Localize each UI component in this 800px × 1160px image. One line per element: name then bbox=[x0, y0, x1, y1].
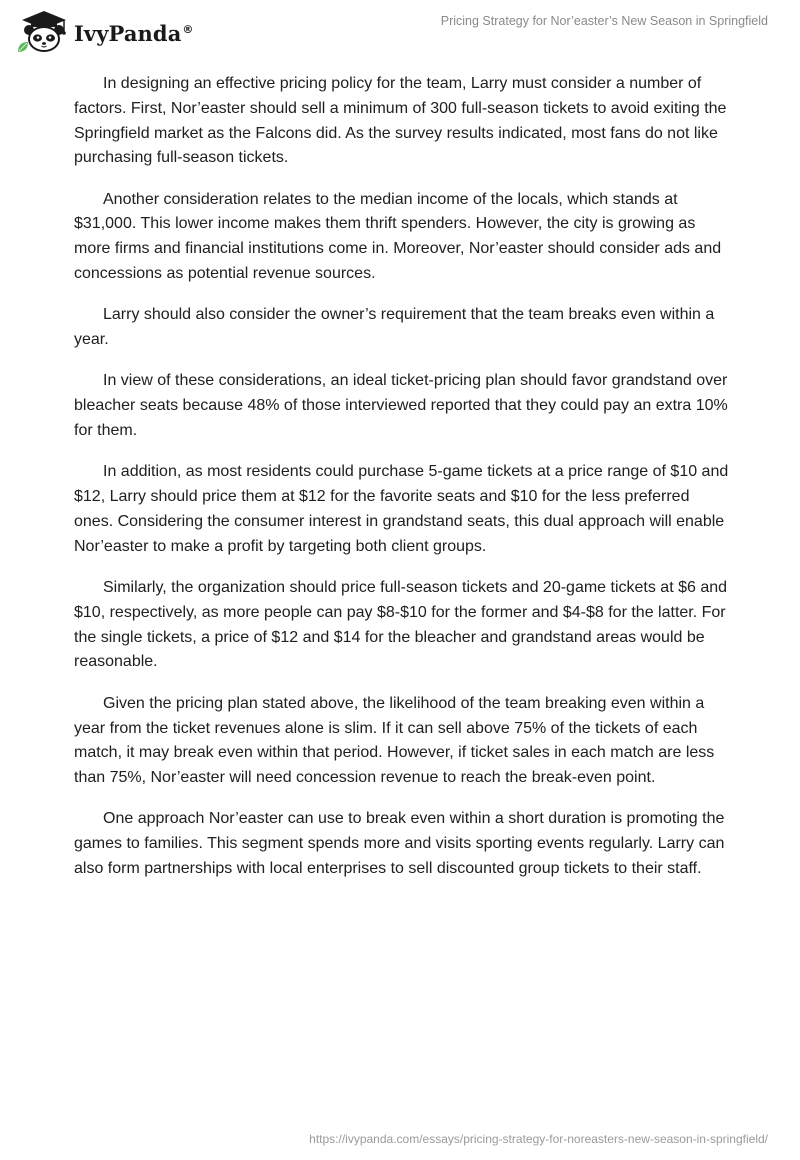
page-header bbox=[0, 0, 800, 60]
logo-name: IvyPanda bbox=[74, 20, 182, 46]
paragraph: Another consideration relates to the median income of the locals, which stands at $31,000. This lower income makes them thrift spenders. However, the city is growing as more firms and financial institutions come in. Moreover, Nor’easter should consider ads and concessions as potential revenue sources. bbox=[74, 190, 722, 283]
paragraph: Given the pricing plan stated above, the likelihood of the team breaking even within a year from the ticket revenues alone is slim. If it can sell above 75% of the tickets of each match, it may break even within that period. However, if ticket sales in each match are less than 75%, Nor’easter will need concession revenue to reach the break-even point. bbox=[74, 694, 715, 787]
paragraph: Similarly, the organization should price full-season tickets and 20-game tickets at $6 and $10, respectively, as more people can pay $8-$10 for the former and $4-$8 for the latter. For the single tickets, a price of $12 and $14 for the bleacher and grandstand areas would be reasonable. bbox=[74, 579, 728, 671]
paragraph: One approach Nor’easter can use to break even within a short duration is promoting the games to families. This segment spends more and visits sporting events regularly. Larry can also form partnerships with local enterprises to sell discounted group tickets to their staff. bbox=[74, 810, 725, 878]
paragraph: Larry should also consider the owner’s requirement that the team breaks even within a year. bbox=[74, 306, 715, 349]
document-title: Pricing Strategy for Nor’easter’s New Season in Springfield bbox=[440, 14, 768, 28]
panda-graduate-icon bbox=[14, 8, 70, 54]
source-url[interactable]: https://ivypanda.com/essays/pricing-strategy-for-noreasters-new-season-in-springfield/ bbox=[309, 1132, 768, 1146]
essay-body bbox=[74, 72, 730, 898]
registered-mark: ® bbox=[182, 22, 194, 36]
paragraph: In view of these considerations, an ideal ticket-pricing plan should favor grandstand over bleacher seats because 48% of those interviewed reported that they could pay an extra 10% for them. bbox=[74, 372, 728, 440]
logo-wordmark bbox=[74, 21, 194, 46]
ivypanda-logo[interactable] bbox=[14, 8, 194, 54]
paragraph: In addition, as most residents could purchase 5-game tickets at a price range of $10 and $12, Larry should price them at $12 for the favorite seats and $10 for the less preferred ones. Considering the consumer interest in grandstand seats, this dual approach will enable Nor’easter to make a profit by targeting both client groups. bbox=[74, 463, 729, 555]
paragraph: In designing an effective pricing policy for the team, Larry must consider a number of factors. First, Nor’easter should sell a minimum of 300 full-season tickets to avoid exiting the Springfield market as the Falcons did. As the survey results indicated, most fans do not like purchasing full-season tickets. bbox=[74, 75, 727, 167]
